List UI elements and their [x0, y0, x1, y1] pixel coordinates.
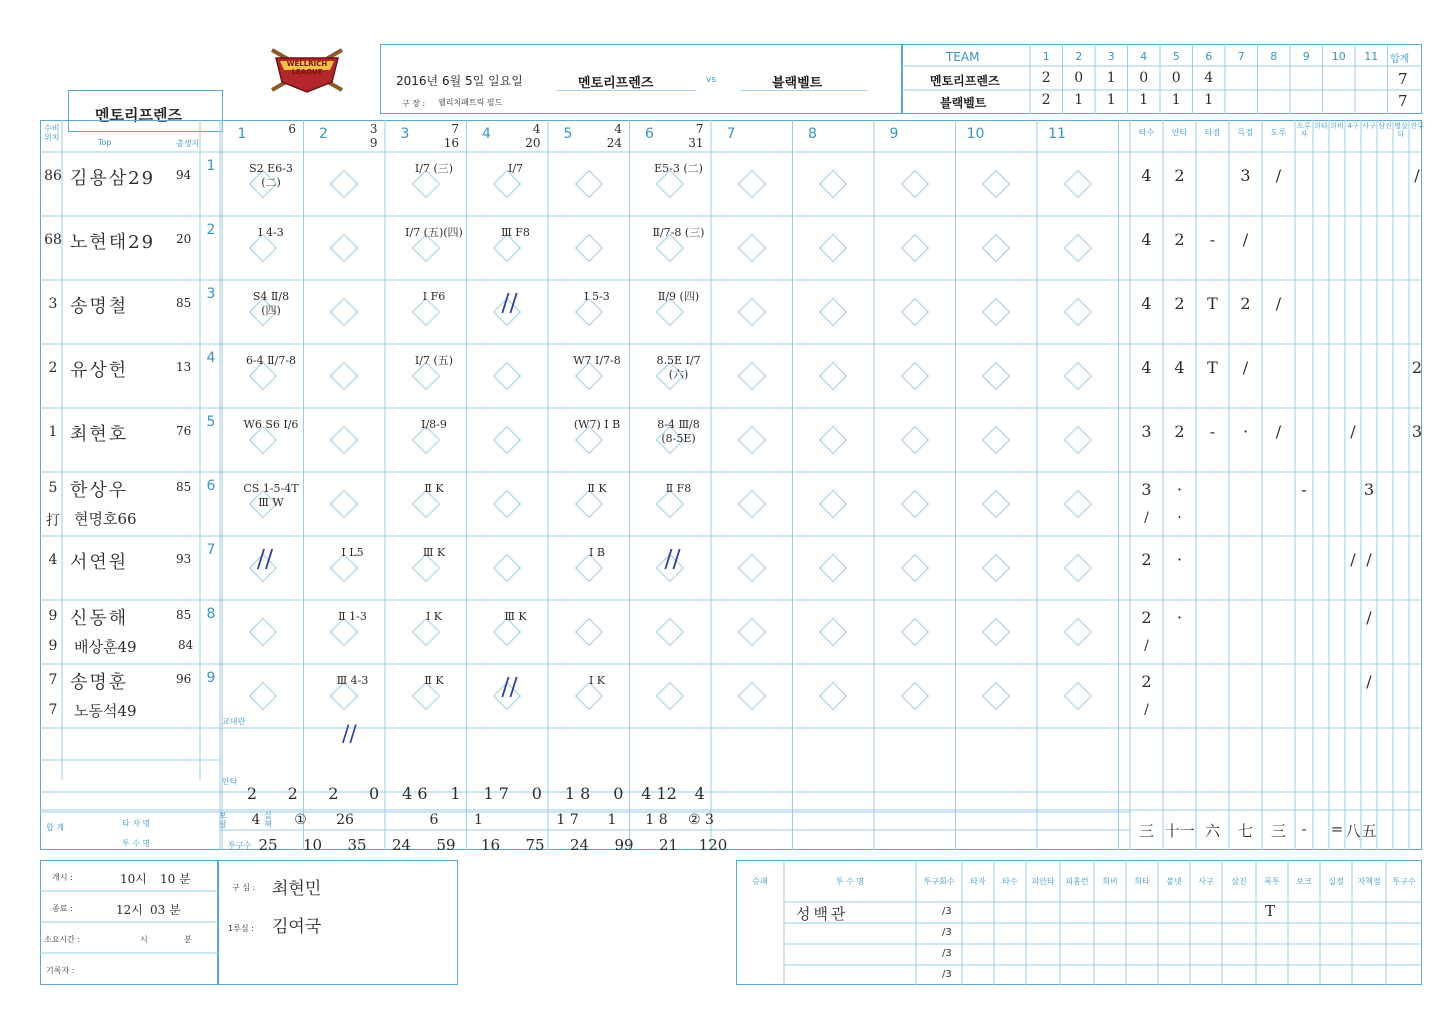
sub-player-name: 배상훈49 — [74, 638, 137, 656]
inning-pitch-note: 31 — [688, 136, 704, 150]
player-number: 96 — [176, 672, 192, 686]
player-name: 한상우 — [70, 480, 129, 501]
player-number: 93 — [176, 552, 192, 566]
pitcher-table-header: 볼넷 — [1166, 877, 1182, 886]
inning-header-2: 2 — [319, 126, 328, 142]
stat-value: / — [1275, 294, 1282, 313]
stat-value: · — [1242, 422, 1249, 441]
play-notation: Ⅰ/8-9 — [421, 418, 447, 431]
stat-header: 잔루 — [1410, 122, 1424, 130]
stat-value: 4 — [1141, 358, 1152, 377]
scoreboard-inning-10: 10 — [1331, 50, 1346, 63]
duration-hour: 시 — [140, 935, 148, 944]
sub-position: 7 — [48, 702, 58, 718]
stat-total: 七 — [1237, 822, 1253, 840]
stat-value: · — [1176, 550, 1183, 569]
play-notation: E5-3 (二) — [654, 162, 703, 175]
inning-hits: 4 6 — [402, 784, 428, 803]
inning-header-11: 11 — [1048, 126, 1066, 142]
batting-order-7: 7 — [206, 542, 216, 558]
stat-header: 4구 — [1347, 122, 1359, 130]
player-name: 최현호 — [70, 424, 129, 445]
scoreboard-total-1: 7 — [1398, 70, 1408, 88]
scoreboard-inning-9: 9 — [1302, 50, 1310, 63]
stat-header: 병살타 — [1394, 122, 1408, 138]
player-position: 68 — [44, 232, 62, 248]
stat-value: - — [1301, 480, 1307, 499]
player-position: 3 — [48, 296, 58, 312]
main-umpire-name: 최현민 — [272, 879, 322, 899]
play-notation: 6-4 Ⅱ/7-8 — [245, 354, 297, 367]
pitcher-table-header: 피홈런 — [1065, 877, 1089, 886]
stat-header: 도루자 — [1297, 122, 1311, 138]
stat-header: 타점 — [1204, 128, 1221, 137]
end-label: 종료 : — [52, 904, 73, 913]
sub-player-number: 84 — [178, 638, 194, 652]
stat-value: 3 — [1240, 166, 1251, 185]
stat-value: / — [1350, 422, 1356, 441]
batting-order-2: 2 — [206, 222, 216, 238]
play-notation: Ⅱ K — [424, 674, 444, 687]
play-notation: Ⅰ 5-3 — [584, 290, 610, 303]
inning-pitch-count: 10 — [302, 836, 323, 854]
recorder-label: 기록자 : — [46, 966, 75, 975]
scoreboard-total-header: 합계 — [1390, 54, 1410, 65]
play-notation: Ⅱ/7-8 (三) — [652, 226, 705, 239]
total-label: 합 계 — [46, 823, 64, 832]
play-notation: Ⅰ K — [588, 674, 606, 687]
stat-header: 타수 — [1138, 128, 1155, 137]
player-position: 9 — [48, 608, 58, 624]
stat-total: 十一 — [1164, 822, 1195, 840]
inning-hits: 1 — [450, 784, 461, 803]
player-number: 13 — [176, 360, 192, 374]
player-number: 85 — [176, 608, 192, 622]
scoreboard-inning-5: 5 — [1172, 50, 1180, 63]
play-notation: Ⅰ/7 (五)(四) — [405, 226, 463, 239]
play-notation: // — [256, 545, 274, 573]
scoreboard-run: 1 — [1106, 70, 1116, 86]
inning-walks-errors: ① — [294, 812, 307, 828]
inning-hits: 0 — [531, 784, 542, 803]
inning-pitch-note: 4 — [532, 122, 541, 136]
player-name: 김용삼29 — [70, 168, 156, 189]
stat-value: / — [1242, 358, 1249, 377]
inning-pitch-count: 59 — [436, 836, 456, 854]
pitcher-table-header: 삼진 — [1231, 877, 1247, 886]
pitcher-table-header: 사구 — [1198, 877, 1214, 886]
sub-stat-value: / — [1144, 702, 1149, 718]
inning-walks-errors: 4 — [251, 812, 261, 828]
sub-player-name: 노동석49 — [74, 702, 137, 720]
inning-hits: 2 — [246, 784, 258, 803]
pitcher-table-header: 투 수 명 — [835, 877, 865, 886]
scoreboard-run: 1 — [1074, 92, 1084, 108]
stat-value: 3 — [1141, 480, 1152, 499]
inning-pitch-count: 99 — [614, 836, 634, 854]
stat-value: / — [1366, 608, 1372, 627]
scoreboard-inning-11: 11 — [1364, 50, 1379, 63]
walk-label: 보살 — [219, 811, 227, 829]
play-notation: Ⅲ F8 — [501, 226, 530, 239]
inning-pitch-count: 35 — [347, 836, 367, 854]
pitches-label: 투구수 — [228, 841, 252, 850]
sub-position: 打 — [46, 513, 60, 529]
stadium-label: 구 장 : — [402, 99, 426, 108]
inning-walks-errors: 1 — [474, 812, 483, 828]
pitcher-table-header: 희타 — [1134, 877, 1150, 886]
play-notation: Ⅱ K — [424, 482, 444, 495]
player-number: 20 — [176, 232, 192, 246]
stat-header: 득점 — [1237, 128, 1254, 137]
inning-hits: 0 — [369, 784, 380, 803]
stat-total: = — [1330, 820, 1344, 838]
play-notation: Ⅲ 4-3 — [336, 674, 369, 687]
play-notation: W7 Ⅰ/7-8 — [573, 354, 621, 367]
scoreboard-run: 2 — [1041, 70, 1051, 86]
inning-walks-errors: ② 3 — [688, 812, 714, 828]
inning-walks-errors: 1 7 — [556, 812, 579, 828]
play-notation: Ⅱ/9 (四) — [657, 290, 700, 303]
pitcher-table-header: 투구수 — [1392, 877, 1416, 886]
inning-walks-errors: 6 — [429, 812, 439, 828]
main-umpire-label: 구 심 : — [232, 883, 256, 892]
play-notation: Ⅲ K — [504, 610, 527, 623]
batting-order-1: 1 — [206, 158, 216, 174]
inning-pitch-count: 120 — [698, 836, 728, 854]
scoreboard-inning-2: 2 — [1075, 50, 1083, 63]
play-notation: Ⅰ/7 (五) — [414, 354, 454, 367]
inning-hits: 2 — [287, 784, 298, 803]
play-notation: Ⅰ F6 — [422, 290, 446, 303]
inning-pitch-count: 24 — [391, 836, 412, 854]
inning-walks-errors: 26 — [336, 812, 354, 828]
inning-header-8: 8 — [808, 126, 817, 142]
scoreboard-team-header: TEAM — [946, 50, 980, 64]
inning-pitch-count: 24 — [569, 836, 590, 854]
player-position: 7 — [48, 672, 58, 688]
player-number: 76 — [176, 424, 192, 438]
inning-header-4: 4 — [482, 126, 491, 142]
stat-header: 도루 — [1270, 128, 1287, 137]
pitcher-table-header: 피안타 — [1031, 877, 1055, 886]
pitcher-table-header: 실점 — [1328, 877, 1344, 886]
scoreboard-run: 1 — [1139, 92, 1149, 108]
pitcher-table-header: 폭투 — [1264, 877, 1280, 886]
batter-total-label: 타 자 명 — [122, 819, 151, 828]
batting-order-3: 3 — [206, 286, 216, 302]
player-number: 94 — [176, 168, 192, 182]
pitcher-innings: /3 — [942, 927, 952, 938]
inning-pitch-note: 20 — [525, 136, 541, 150]
end-hour: 12시 — [116, 903, 143, 917]
inning-header-9: 9 — [889, 126, 899, 142]
scoreboard-run: 2 — [1041, 92, 1051, 108]
end-minute: 03 분 — [150, 903, 181, 917]
pitcher-table-header: 투구회수 — [923, 877, 955, 886]
stat-header: 희비 — [1330, 122, 1344, 130]
scoreboard-inning-4: 4 — [1140, 50, 1148, 63]
player-name: 송명철 — [70, 296, 129, 317]
play-notation: (W7) Ⅰ B — [573, 418, 621, 431]
pitcher-table-header: 자책점 — [1357, 877, 1381, 886]
stat-value: · — [1176, 480, 1183, 499]
stat-total: 三 — [1270, 822, 1286, 840]
play-notation: Ⅱ 1-3 — [338, 610, 367, 623]
player-position: 5 — [48, 480, 58, 496]
sub-tally-mark: // — [342, 722, 357, 747]
player-number: 85 — [176, 296, 192, 310]
sub-stat-value: / — [1144, 510, 1149, 526]
scoreboard-run: 0 — [1074, 70, 1084, 86]
batting-order-5: 5 — [206, 414, 216, 430]
inning-pitch-note: 6 — [288, 122, 296, 136]
stat-value: - — [1209, 230, 1216, 249]
scoreboard-run: 1 — [1204, 92, 1214, 108]
pitcher-table-header: 희비 — [1102, 877, 1118, 886]
stat-value: 4 — [1141, 294, 1152, 313]
scoreboard-inning-8: 8 — [1270, 50, 1278, 63]
top-header: Top — [98, 138, 112, 147]
inning-header-10: 10 — [966, 126, 985, 142]
scoreboard-inning-7: 7 — [1237, 50, 1245, 63]
inning-hits: 4 — [694, 784, 705, 803]
stat-header: 안타 — [1171, 128, 1188, 137]
play-notation: Ⅰ L5 — [341, 546, 364, 559]
origin-header: 출생지 — [176, 139, 200, 148]
stat-value: / — [1242, 230, 1249, 249]
scoreboard-inning-1: 1 — [1042, 50, 1050, 63]
play-notation: Ⅱ K — [587, 482, 607, 495]
pitcher-innings: /3 — [942, 969, 952, 980]
first-umpire-label: 1루심 : — [228, 924, 254, 933]
scoreboard-inning-3: 3 — [1107, 50, 1115, 63]
team-name: 멘토리프렌즈 — [95, 106, 182, 124]
inning-header-6: 6 — [645, 126, 654, 142]
inning-header-3: 3 — [400, 126, 410, 142]
scoreboard-team-1: 멘토리프렌즈 — [930, 74, 1000, 88]
game-date: 2016년 6월 5일 일요일 — [396, 74, 523, 88]
error-label: 실책 — [264, 811, 272, 829]
pitcher-wild-pitch: T — [1264, 902, 1275, 920]
stat-total: 八 — [1345, 822, 1361, 840]
stat-total: 三 — [1138, 822, 1154, 840]
inning-pitch-note: 9 — [369, 136, 378, 150]
inning-pitch-count: 75 — [525, 836, 545, 854]
stat-value: 2 — [1141, 550, 1152, 569]
player-name: 노현태29 — [70, 232, 156, 253]
stat-value: / — [1366, 672, 1372, 691]
stat-value: 2 — [1141, 672, 1152, 691]
stat-value: 2 — [1240, 294, 1251, 313]
inning-header-7: 7 — [726, 126, 736, 142]
duration-label: 소요시간 : — [44, 935, 81, 944]
stat-total: 五 — [1361, 822, 1377, 840]
stat-value: / — [1414, 166, 1420, 185]
start-hour: 10시 — [120, 872, 147, 886]
vs-label: vs — [706, 75, 717, 85]
duration-minute: 분 — [184, 935, 192, 944]
inning-hits: 1 7 — [483, 784, 509, 803]
inning-pitch-count: 25 — [258, 836, 278, 854]
stat-value: - — [1209, 422, 1216, 441]
divider — [740, 90, 868, 91]
inning-pitch-note: 7 — [695, 122, 704, 136]
stat-total: 六 — [1204, 822, 1220, 840]
stat-value: / — [1350, 550, 1356, 569]
batting-order-4: 4 — [206, 350, 216, 366]
play-notation: 8.5E Ⅰ/7 (六) — [656, 354, 701, 381]
stat-value: 3 — [1141, 422, 1152, 441]
play-notation: W6 S6 Ⅰ/6 — [243, 418, 299, 431]
play-notation: // — [664, 545, 681, 573]
inning-pitch-count: 21 — [658, 836, 679, 854]
play-notation: S4 Ⅱ/8 (四) — [252, 290, 290, 317]
inning-pitch-count: 16 — [480, 836, 501, 854]
stat-value: T — [1207, 358, 1218, 377]
inning-pitch-note: 7 — [451, 122, 459, 136]
stat-value: / — [1275, 422, 1282, 441]
player-position: 2 — [48, 360, 58, 376]
stat-header: 희타 — [1314, 122, 1328, 130]
pitcher-name: 성백관 — [796, 905, 849, 923]
stat-value: 4 — [1141, 166, 1152, 185]
inning-pitch-note: 4 — [614, 122, 622, 136]
inning-walks-errors: 1 8 — [645, 812, 668, 828]
player-name: 송명훈 — [70, 672, 129, 693]
sub-player-name: 현명호66 — [74, 510, 137, 528]
inning-header-5: 5 — [563, 126, 573, 142]
batting-order-6: 6 — [206, 478, 216, 494]
inning-pitch-note: 24 — [606, 136, 622, 150]
stat-value: 2 — [1411, 358, 1423, 377]
substitute-label: 교대관 — [222, 717, 246, 726]
play-notation: Ⅰ B — [589, 546, 605, 559]
player-position: 1 — [48, 424, 58, 440]
player-name: 신동해 — [70, 608, 129, 629]
stat-value: 2 — [1174, 230, 1185, 249]
inning-pitch-note: 16 — [443, 136, 459, 150]
play-notation: Ⅲ K — [422, 546, 446, 559]
scoreboard-run: 1 — [1106, 92, 1116, 108]
inning-walks-errors: 1 — [607, 812, 617, 828]
stat-value: T — [1207, 294, 1218, 313]
scoreboard-team-2: 블랙벨트 — [940, 96, 987, 110]
scoreboard-total-2: 7 — [1398, 92, 1408, 110]
pitcher-table-header: 승패 — [752, 877, 768, 886]
first-umpire-name: 김여국 — [272, 917, 322, 937]
inning-hits: 1 8 — [564, 784, 591, 803]
play-notation: Ⅰ/7 — [507, 162, 524, 175]
scoreboard-inning-6: 6 — [1205, 50, 1213, 63]
play-notation: Ⅰ 4-3 — [258, 226, 284, 239]
scoreboard-run: 0 — [1171, 70, 1181, 86]
scoreboard-run: 0 — [1139, 70, 1149, 86]
inning-pitch-note: 3 — [369, 122, 378, 136]
stadium-name: 웰리치패트릭 필드 — [438, 98, 503, 107]
inning-hits: 2 — [328, 784, 339, 803]
stat-value: 4 — [1174, 358, 1185, 377]
scoreboard-lines — [902, 44, 1422, 114]
stat-value: 2 — [1141, 608, 1152, 627]
logo-text: WELLRICH LEAGUE — [286, 60, 328, 76]
pitcher-total-label: 투 수 명 — [122, 839, 151, 848]
stat-header: 삼진 — [1378, 122, 1392, 130]
scoreboard-run: 1 — [1171, 92, 1181, 108]
sub-stat-value: / — [1144, 638, 1149, 654]
player-position: 86 — [44, 168, 62, 184]
league-logo — [266, 44, 348, 96]
batting-order-8: 8 — [206, 606, 216, 622]
batting-order-9: 9 — [206, 670, 216, 686]
stat-value: · — [1176, 608, 1183, 627]
stat-value: / — [1366, 550, 1372, 569]
stat-value: 2 — [1174, 422, 1185, 441]
stat-value: / — [1275, 166, 1282, 185]
home-team-name: 멘토리프렌즈 — [578, 76, 654, 91]
away-team-name: 블랙벨트 — [772, 76, 823, 91]
stat-header: 사구 — [1362, 122, 1376, 130]
play-notation: Ⅰ/7 (三) — [414, 162, 454, 175]
play-notation: // — [501, 673, 518, 701]
stat-value: 3 — [1411, 422, 1423, 441]
stat-value: 2 — [1174, 294, 1185, 313]
stat-value: 2 — [1174, 166, 1185, 185]
pos-header: 수비 위치 — [44, 124, 60, 142]
play-notation: Ⅰ K — [425, 610, 443, 623]
player-name: 서연원 — [70, 552, 129, 573]
pitcher-innings: /3 — [942, 906, 952, 917]
player-number: 85 — [176, 480, 192, 494]
player-position: 4 — [48, 552, 58, 568]
hits-label: 안타 — [222, 777, 238, 786]
umpires-box — [218, 860, 458, 985]
play-notation: 8-4 Ⅲ/8 (8-5E) — [657, 418, 700, 445]
stat-value: 3 — [1363, 480, 1375, 499]
pitcher-table-header: 타수 — [1002, 877, 1018, 886]
pitcher-table-header: 보크 — [1296, 877, 1312, 886]
play-notation: S2 E6-3 (二) — [249, 162, 293, 189]
play-notation: Ⅱ F8 — [665, 482, 692, 495]
pitcher-table-header: 타자 — [970, 877, 986, 886]
play-notation: // — [501, 289, 518, 317]
stat-value: 4 — [1141, 230, 1152, 249]
start-minute: 10 분 — [160, 872, 191, 886]
sub-stat-value: · — [1177, 510, 1182, 526]
sub-position: 9 — [48, 638, 58, 654]
inning-hits: 0 — [613, 784, 624, 803]
stat-total: - — [1301, 820, 1307, 838]
inning-hits: 4 12 — [641, 784, 677, 803]
divider — [556, 90, 696, 91]
play-notation: CS 1-5-4T Ⅲ W — [243, 482, 299, 509]
pitcher-innings: /3 — [942, 948, 952, 959]
scoreboard-run: 4 — [1204, 70, 1214, 86]
player-name: 유상헌 — [70, 360, 129, 381]
inning-header-1: 1 — [237, 126, 247, 142]
start-label: 개시 : — [52, 873, 73, 882]
